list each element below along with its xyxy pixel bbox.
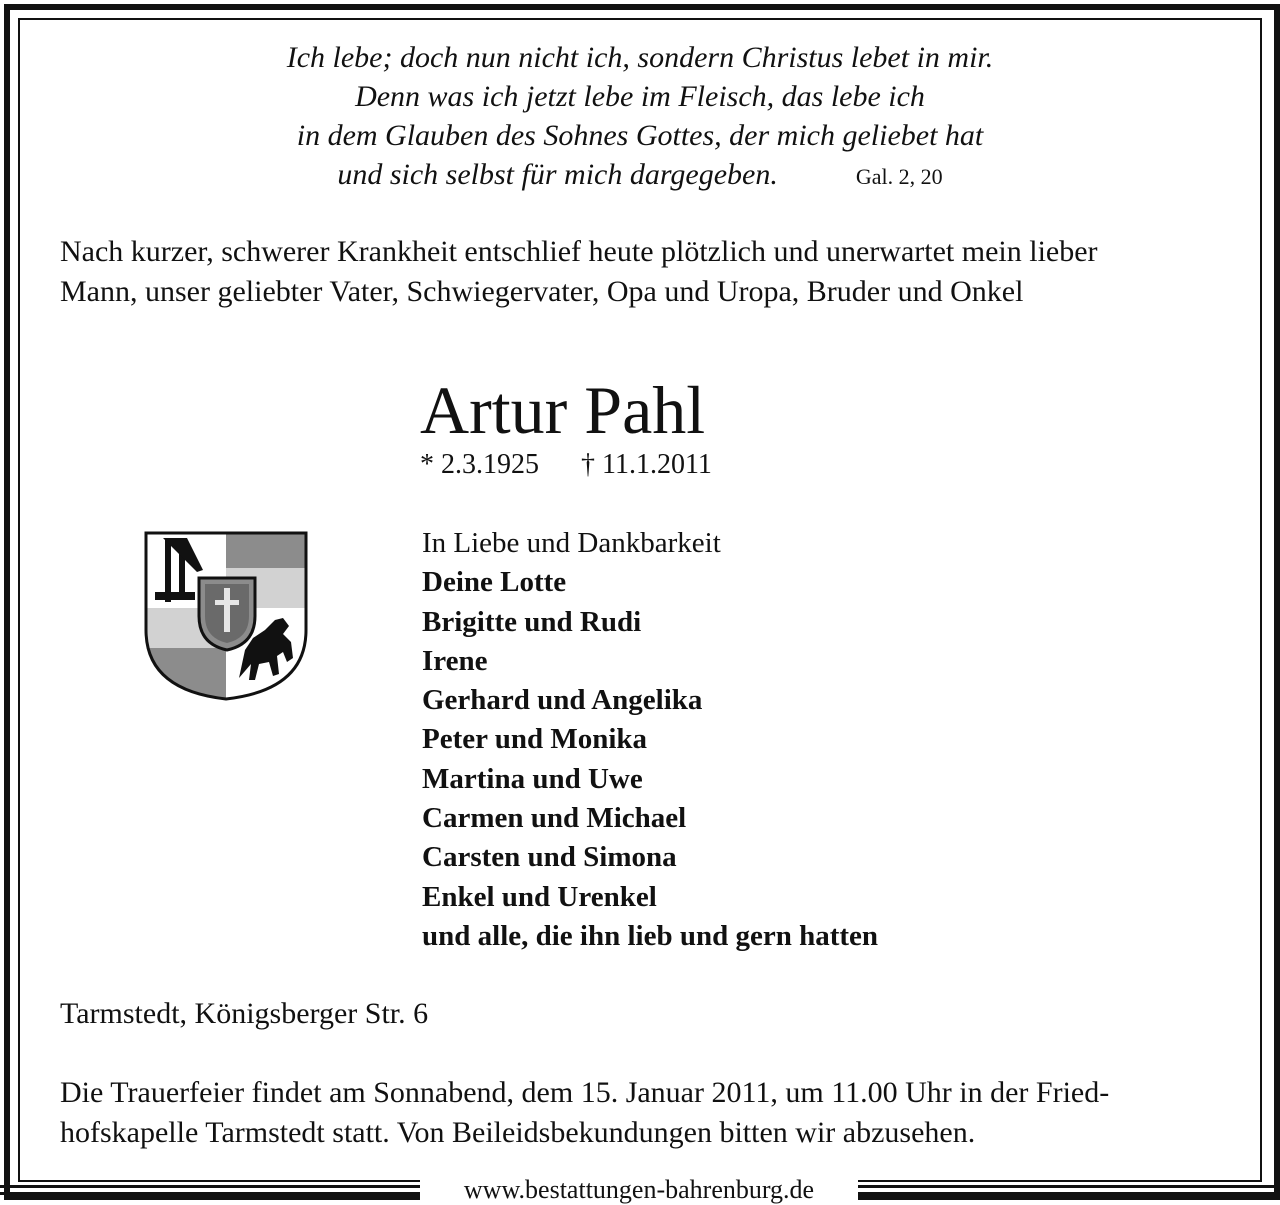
- mourner-name: Martina und Uwe: [422, 762, 643, 795]
- deceased-name: Artur Pahl: [420, 372, 706, 448]
- signature-block: [422, 524, 878, 956]
- mourner-name: Peter und Monika: [422, 723, 648, 756]
- signature-opening: In Liebe und Dankbarkeit: [422, 527, 721, 559]
- footer-url[interactable]: www.bestattungen-bahrenburg.de: [463, 1175, 815, 1204]
- mourner-name: Carsten und Simona: [422, 841, 677, 874]
- mourner-name: Gerhard und Angelika: [422, 684, 703, 717]
- intro-text: [60, 232, 1230, 312]
- coat-of-arms-icon: [143, 530, 309, 702]
- birth-date: * 2.3.1925: [420, 449, 539, 480]
- footer-stripe: [858, 1185, 1280, 1188]
- mourner-name: Deine Lotte: [422, 566, 567, 599]
- footer: [0, 1175, 1280, 1205]
- quote-line-last: [0, 155, 1280, 196]
- quote-line: in dem Glauben des Sohnes Gottes, der mich geliebet hat: [296, 119, 984, 152]
- footer-stripe: [0, 1192, 420, 1195]
- mourner-name: Carmen und Michael: [422, 802, 687, 835]
- death-date: † 11.1.2011: [581, 449, 712, 480]
- funeral-notice: [60, 1073, 1230, 1153]
- funeral-line: Die Trauerfeier findet am Sonnabend, dem 15. Januar 2011, um 11.00 Uhr in der Fried-: [60, 1076, 1110, 1109]
- intro-line: Nach kurzer, schwerer Krankheit entschlief heute plötzlich und unerwartet mein lieber: [60, 235, 1098, 268]
- quote-line: Ich lebe; doch nun nicht ich, sondern Christus lebet in mir.: [286, 41, 994, 74]
- mourner-name: Irene: [422, 644, 488, 677]
- intro-line: Mann, unser geliebter Vater, Schwiegervater, Opa und Uropa, Bruder und Onkel: [60, 275, 1024, 308]
- life-dates: [420, 449, 712, 481]
- quote-reference: Gal. 2, 20: [855, 164, 943, 189]
- mourner-name: und alle, die ihn lieb und gern hatten: [422, 919, 879, 952]
- footer-stripe: [0, 1185, 420, 1188]
- mourner-name: Enkel und Urenkel: [422, 880, 657, 913]
- quote-line: Denn was ich jetzt lebe im Fleisch, das lebe ich: [355, 80, 925, 113]
- bible-quote: [0, 38, 1280, 196]
- funeral-line: hofskapelle Tarmstedt statt. Von Beileidsbekundungen bitten wir abzusehen.: [60, 1116, 976, 1149]
- footer-stripe: [858, 1192, 1280, 1195]
- quote-line: und sich selbst für mich dargegeben.: [337, 158, 778, 191]
- address: Tarmstedt, Königsberger Str. 6: [60, 997, 429, 1030]
- mourner-name: Brigitte und Rudi: [422, 605, 642, 638]
